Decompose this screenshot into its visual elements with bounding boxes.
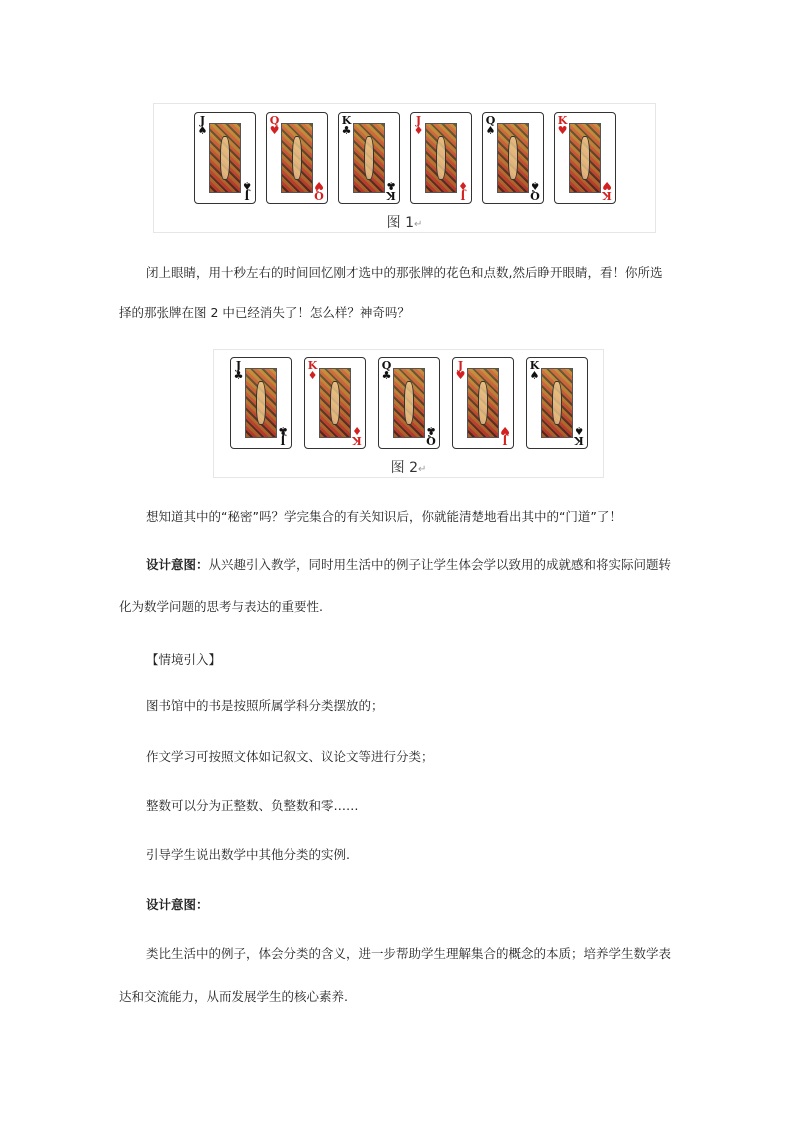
face-card-illustration [353,123,385,193]
card-rank: K [601,189,612,202]
card-rank: Q [485,114,496,127]
design-intent-1-line-1 [146,557,706,573]
card-rank: K [341,114,352,127]
card-rank: K [385,189,396,202]
card-suit-icon: ♣ [277,424,288,437]
analogy-line-2: 达和交流能力，从而发展学生的核心素养. [119,989,348,1004]
face-card-illustration [467,368,499,438]
card-suit-icon: ♦ [413,124,424,137]
card-suit-icon: ♣ [385,179,396,192]
face-card-illustration [245,368,277,438]
figure-2-card-2 [304,357,366,449]
card-rank: Q [381,359,392,372]
card-corner-index [277,425,289,445]
card-rank: J [199,114,206,127]
card-corner-index [341,116,353,136]
face-card-illustration [209,123,241,193]
figure-2-card-1 [230,357,292,449]
paragraph-1-line-1: 闭上眼睛，用十秒左右的时间回忆刚才选中的那张牌的花色和点数,然后睁开眼睛，看！你所选 [146,265,663,280]
card-suit-icon: ♥ [313,179,324,192]
card-suit-icon: ♥ [455,369,466,382]
figure-2-card-5 [526,357,588,449]
card-corner-index [557,116,569,136]
scenario-line-3: 整数可以分为正整数、负整数和零…… [146,798,359,813]
card-rank: J [415,114,422,127]
face-card-illustration [319,368,351,438]
analogy-line-1: 类比生活中的例子，体会分类的含义，进一步帮助学生理解集合的概念的本质；培养学生数学表 [146,946,672,961]
card-corner-index [455,361,467,381]
paragraph-2: 想知道其中的“秘密”吗？学完集合的有关知识后，你就能清楚地看出其中的“门道”了！ [146,509,622,524]
card-suit-icon: ♠ [529,369,540,382]
figure-2-card-3 [378,357,440,449]
card-suit-icon: ♥ [499,424,510,437]
card-corner-index [307,361,319,381]
card-corner-index [499,425,511,445]
card-corner-index [351,425,363,445]
figure-1-card-6 [554,112,616,204]
face-card-illustration [541,368,573,438]
card-suit-icon: ♦ [351,424,362,437]
card-corner-index [197,116,209,136]
card-corner-index [457,180,469,200]
figure-2 [213,349,604,478]
design-intent-2-label: 设计意图： [146,897,209,912]
face-card-illustration [569,123,601,193]
card-rank: Q [529,189,540,202]
card-suit-icon: ♠ [485,124,496,137]
card-suit-icon: ♦ [457,179,468,192]
design-intent-1-line-2: 化为数学问题的思考与表达的重要性. [119,599,323,614]
card-suit-icon: ♥ [601,179,612,192]
card-rank: J [501,434,508,447]
card-corner-index [381,361,393,381]
figure-1-cards [154,112,655,204]
card-suit-icon: ♣ [233,369,244,382]
card-corner-index [601,180,613,200]
card-rank: K [351,434,362,447]
face-card-illustration [497,123,529,193]
figure-2-caption: 图 2↵ [390,460,427,476]
card-corner-index [269,116,281,136]
card-corner-index [573,425,585,445]
figure-1-card-2 [266,112,328,204]
card-suit-icon: ♣ [381,369,392,382]
card-suit-icon: ♥ [269,124,280,137]
design-intent-1-text: 从兴趣引入教学，同时用生活中的例子让学生体会学以致用的成就感和将实际问题转 [208,557,672,572]
face-card-illustration [425,123,457,193]
card-corner-index [385,180,397,200]
card-suit-icon: ♠ [197,124,208,137]
card-corner-index [485,116,497,136]
card-suit-icon: ♠ [241,179,252,192]
card-rank: K [573,434,584,447]
card-suit-icon: ♥ [557,124,568,137]
figure-1-card-3 [338,112,400,204]
card-suit-icon: ♣ [425,424,436,437]
card-rank: K [307,359,318,372]
card-rank: J [243,189,250,202]
scenario-line-2: 作文学习可按照文体如记叙文、议论文等进行分类； [146,749,434,764]
card-rank: J [459,189,466,202]
card-corner-index [313,180,325,200]
design-intent-1-label: 设计意图： [146,557,209,572]
figure-1-card-5 [482,112,544,204]
card-corner-index [529,361,541,381]
card-rank: Q [425,434,436,447]
card-suit-icon: ♦ [307,369,318,382]
card-rank: Q [269,114,280,127]
face-card-illustration [281,123,313,193]
card-rank: Q [313,189,324,202]
card-suit-icon: ♠ [573,424,584,437]
card-corner-index [425,425,437,445]
card-corner-index [241,180,253,200]
card-rank: J [235,359,242,372]
card-rank: K [557,114,568,127]
figure-1 [153,103,656,233]
figure-1-card-4 [410,112,472,204]
card-rank: J [457,359,464,372]
card-suit-icon: ♠ [529,179,540,192]
scenario-line-4: 引导学生说出数学中其他分类的实例. [146,847,350,862]
paragraph-1-line-2: 择的那张牌在图 2 中已经消失了！怎么样？神奇吗？ [119,305,410,320]
section-title: 【情境引入】 [146,652,222,667]
card-corner-index [529,180,541,200]
card-rank: K [529,359,540,372]
card-suit-icon: ♣ [341,124,352,137]
card-corner-index [233,361,245,381]
figure-2-card-4 [452,357,514,449]
scenario-line-1: 图书馆中的书是按照所属学科分类摆放的； [146,698,384,713]
figure-1-card-1 [194,112,256,204]
face-card-illustration [393,368,425,438]
card-rank: J [279,434,286,447]
card-corner-index [413,116,425,136]
figure-1-caption: 图 1↵ [386,215,423,231]
figure-2-cards [214,357,603,449]
